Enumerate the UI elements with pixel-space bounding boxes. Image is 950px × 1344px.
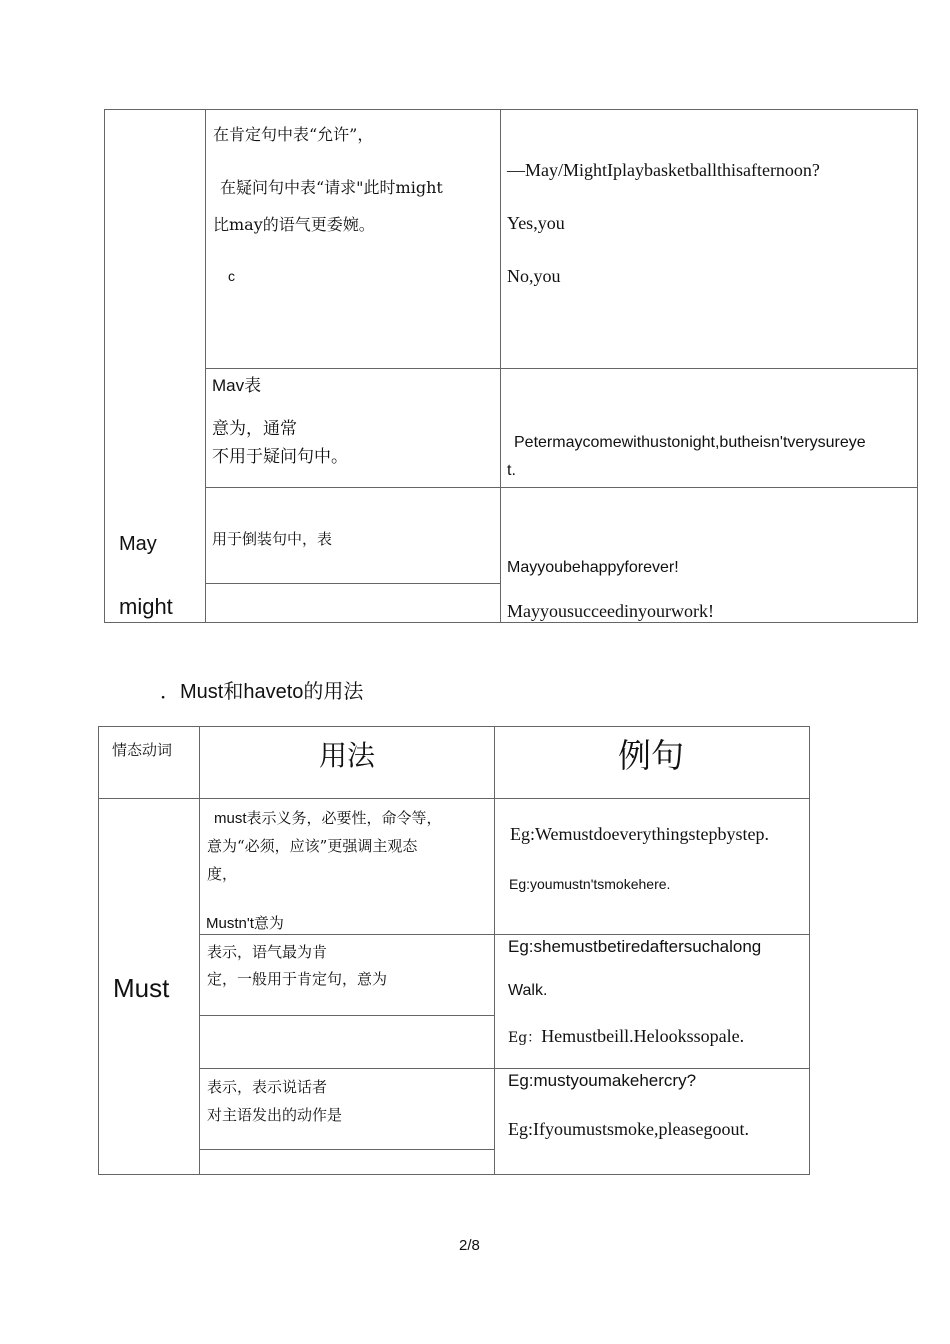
table1-row1-usage-line1: 在肯定句中表“允许”，	[213, 125, 374, 144]
table2-row1-example-line2: Eg:youmustn'tsmokehere.	[509, 876, 671, 892]
table1-row2-example-line2: t.	[507, 462, 516, 479]
table2-row3-example-line1: Eg:mustyoumakehercry?	[508, 1071, 697, 1090]
table2-row-label-must: Must	[113, 973, 170, 1003]
table2-row3-example-line2: Eg:Ifyoumustsmoke,pleasegoout.	[508, 1119, 749, 1139]
table2-row2-example-prefix: Eg：	[508, 1030, 542, 1046]
table2-row1-usage-line3: 度，	[207, 865, 238, 883]
table2-header-col1	[98, 726, 200, 799]
table2-row1-usage-line1: must表示义务，必要性，命令等，	[214, 810, 442, 827]
table1-row2-example-cell	[500, 368, 918, 488]
table1-row3-example-line1: Mayyoubehappyforever!	[507, 559, 679, 576]
table1-row2-usage-line3: 不用于疑问句中。	[212, 447, 348, 467]
table2-row3-usage-line2: 对主语发出的动作是	[207, 1106, 343, 1124]
table2-header-usage: 用法	[319, 739, 376, 772]
table2-header-modal-verb: 情态动词	[112, 741, 173, 759]
table2-row2-example-line3	[508, 1026, 744, 1047]
table1-row2-usage-line2: 意为，通常	[212, 419, 297, 439]
table2-row2-usage-line2: 定，一般用于肯定句，意为	[207, 970, 388, 988]
table1-row1-usage-note: c	[228, 268, 235, 284]
table1-row3-usage-line1: 用于倒装句中，表	[212, 530, 333, 548]
table1-modal-may: May	[119, 533, 157, 555]
table2-row1-example-cell	[494, 798, 810, 935]
table2-row3b-usage-cell	[199, 1149, 495, 1175]
table1-row1-usage-cell	[205, 109, 501, 369]
table1-row1-usage-line2: 在疑问句中表“请求"此时might	[220, 178, 443, 197]
table1-row2-example-line1: Petermaycomewithustonight,butheisn'tverysureye	[514, 434, 866, 451]
table2-row1-example-line1: Eg:Wemustdoeverythingstepbystep.	[510, 824, 770, 844]
table2-row3-usage-line1: 表示，表示说话者	[207, 1078, 328, 1096]
table1-modal-might: might	[119, 594, 173, 619]
table1-row1-example-line1: —May/MightIplaybasketballthisafternoon?	[507, 160, 820, 180]
table2-row1-usage-line2: 意为“必须，应该”更强调主观态	[207, 837, 418, 855]
table2-row2-example-line2: Walk.	[508, 982, 548, 999]
table1-row4-usage-cell	[205, 583, 501, 623]
page-number: 2/8	[459, 1237, 480, 1254]
table2-row1-usage-line4: Mustn't意为	[206, 915, 284, 932]
table2-header-example: 例句	[618, 736, 684, 775]
table2-row2-usage-line1: 表示，语气最为肯	[207, 943, 328, 961]
table2-row2b-usage-cell	[199, 1015, 495, 1069]
table2-row2-example-line1: Eg:shemustbetiredaftersuchalong	[508, 937, 762, 956]
table1-row2-usage-line1: Mav表	[212, 376, 262, 395]
table1-row1-example-line2: Yes,you	[507, 213, 565, 233]
table1-row1-example-line3: No,you	[507, 266, 561, 286]
table1-row1-example-cell	[500, 109, 918, 369]
section-heading: ．Must和haveto的用法	[160, 681, 364, 703]
table2-row2-example-sentence: Hemustbeill.Helookssopale.	[541, 1026, 745, 1046]
table1-row3-example-line2: Mayyousucceedinyourwork!	[507, 601, 714, 621]
table1-row1-usage-line3: 比may的语气更委婉。	[213, 215, 375, 234]
